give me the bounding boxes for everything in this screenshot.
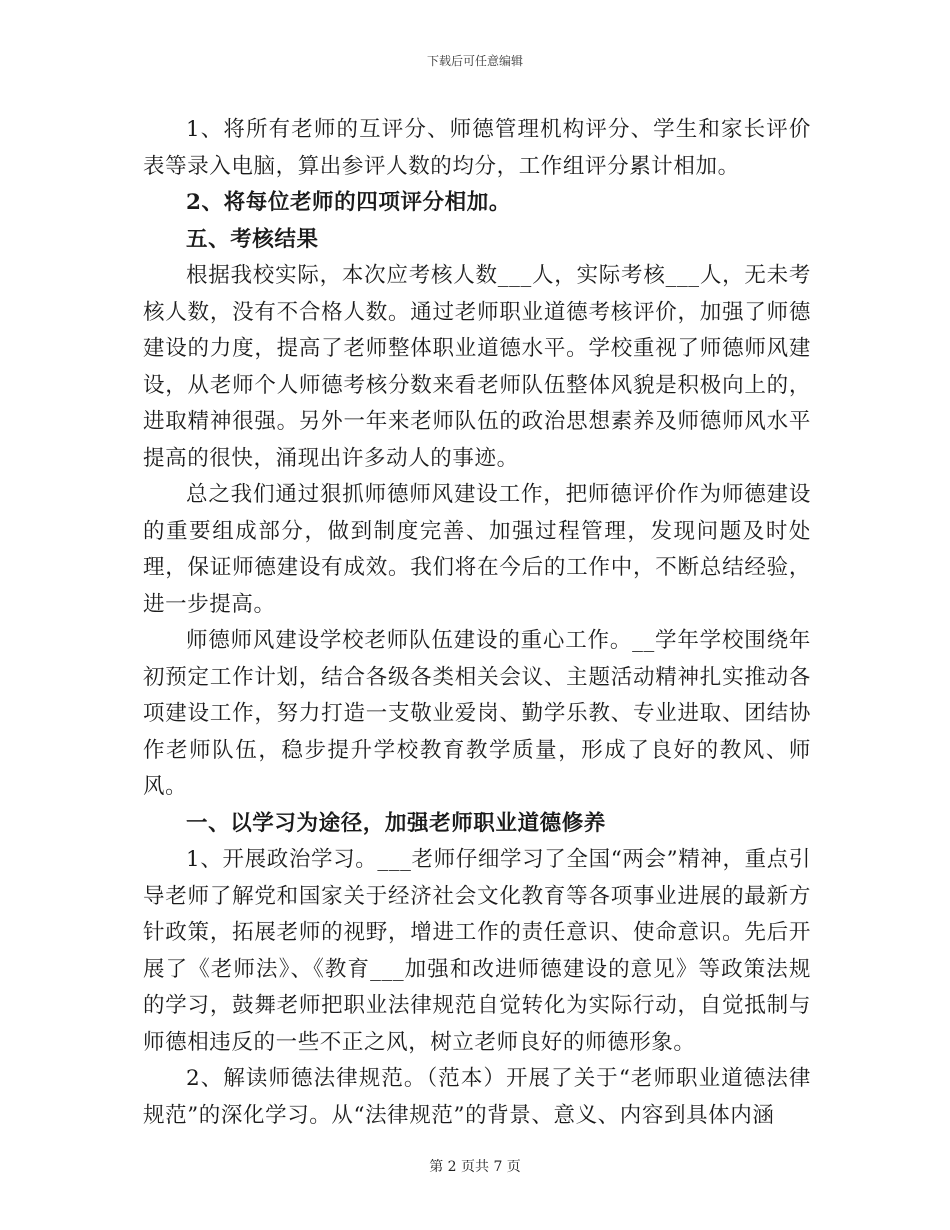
paragraph: 师德师风建设学校老师队伍建设的重心工作。__学年学校围绕年初预定工作计划，结合各级各类相关会议、主题活动精神扎实推动各项建设工作，努力打造一支敬业爱岗、勤学乐教、专业进取、团结协作老师队伍，稳步提升学校教育教学质量，形成了良好的教风、师风。: [143, 628, 811, 799]
section-heading: 一、以学习为途径，加强老师职业道德修养: [186, 810, 606, 836]
paragraph: 总之我们通过狠抓师德师风建设工作，把师德评价作为师德建设的重要组成部分，做到制度完善、加强过程管理，发现问题及时处理，保证师德建设有成效。我们将在今后的工作中，不断总结经验，进一步提高。: [143, 482, 811, 617]
paragraph: 根据我校实际，本次应考核人数___人，实际考核___人，无未考核人数，没有不合格人数。通过老师职业道德考核评价，加强了师德建设的力度，提高了老师整体职业道德水平。学校重视了师德师风建设，从老师个人师德考核分数来看老师队伍整体风貌是积极向上的，进取精神很强。另外一年来老师队伍的政治思想素养及师德师风水平提高的很快，涌现出许多动人的事迹。: [143, 263, 811, 471]
page-footer: 第 2 页共 7 页: [429, 1159, 521, 1175]
section-heading: 五、考核结果: [186, 226, 319, 252]
paragraph: 2、将每位老师的四项评分相加。: [186, 190, 511, 215]
paragraph: 2、解读师德法律规范。（范本）开展了关于“老师职业道德法律规范”的深化学习。从“法律规范”的背景、意义、内容到具体内涵: [143, 1066, 811, 1128]
document-body: [143, 112, 811, 1134]
page-header: 下载后可任意编辑: [426, 54, 523, 68]
paragraph: 1、将所有老师的互评分、师德管理机构评分、学生和家长评价表等录入电脑，算出参评人数的均分，工作组评分累计相加。: [143, 117, 811, 179]
paragraph: 1、开展政治学习。___老师仔细学习了全国“两会”精神，重点引导老师了解党和国家关于经济社会文化教育等各项事业进展的最新方针政策，拓展老师的视野，增进工作的责任意识、使命意识。先后开展了《老师法》、《教育___加强和改进师德建设的意见》等政策法规的学习，鼓舞老师把职业法律规范自觉转化为实际行动，自觉抵制与师德相违反的一些不正之风，树立老师良好的师德形象。: [143, 847, 811, 1055]
